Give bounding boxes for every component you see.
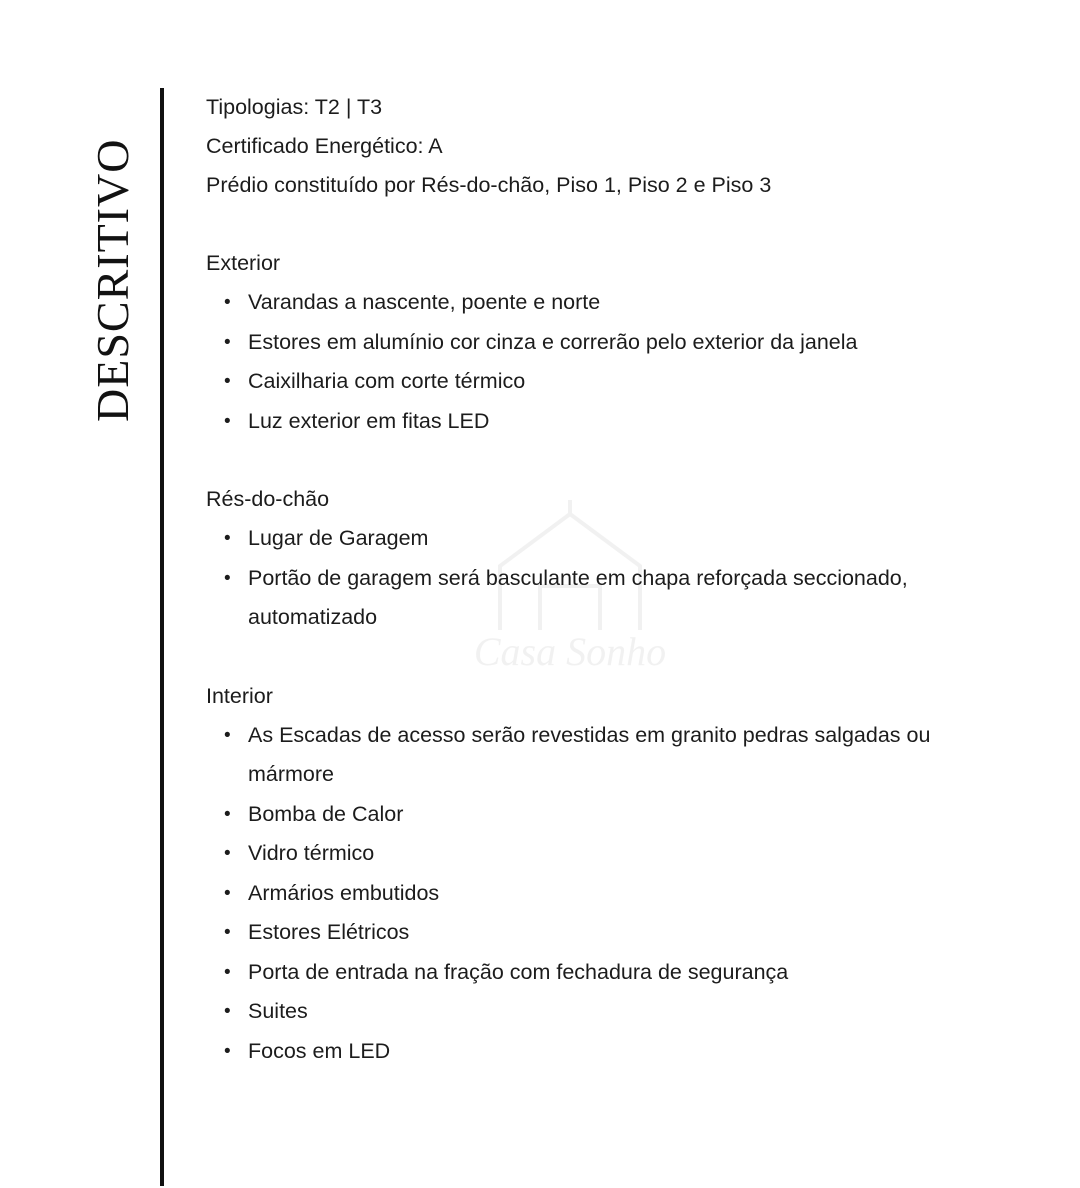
list-item: • As Escadas de acesso serão revestidas em granito pedras salgadas ou mármore <box>206 716 946 795</box>
document-content <box>206 88 946 1071</box>
section-interior <box>206 678 946 1072</box>
section-list <box>206 283 946 441</box>
vertical-section-title <box>78 88 138 428</box>
meta-block <box>206 88 946 205</box>
list-item: • Estores em alumínio cor cinza e correrão pelo exterior da janela <box>206 323 946 363</box>
list-item: • Vidro térmico <box>206 834 946 874</box>
vertical-divider <box>160 88 164 1186</box>
list-item: • Luz exterior em fitas LED <box>206 402 946 442</box>
section-res-do-chao <box>206 481 946 638</box>
list-item: • Portão de garagem será basculante em chapa reforçada seccionado, automatizado <box>206 559 946 638</box>
list-item: • Suites <box>206 992 946 1032</box>
meta-line: Certificado Energético: A <box>206 134 443 158</box>
list-item: • Varandas a nascente, poente e norte <box>206 283 946 323</box>
list-item: • Armários embutidos <box>206 874 946 914</box>
section-exterior <box>206 245 946 441</box>
section-heading: Interior <box>206 683 273 708</box>
list-item: • Estores Elétricos <box>206 913 946 953</box>
list-item: • Caixilharia com corte térmico <box>206 362 946 402</box>
list-item: • Porta de entrada na fração com fechadura de segurança <box>206 953 946 993</box>
watermark-text: Casa Sonho <box>473 629 667 674</box>
list-item: • Focos em LED <box>206 1032 946 1072</box>
section-list <box>206 716 946 1072</box>
section-heading: Exterior <box>206 251 281 275</box>
vertical-section-title-label: DESCRITIVO <box>87 138 138 422</box>
meta-line: Tipologias: T2 | T3 <box>206 95 383 119</box>
meta-line: Prédio constituído por Rés-do-chão, Piso 1, Piso 2 e Piso 3 <box>206 173 772 197</box>
list-item: • Bomba de Calor <box>206 795 946 835</box>
section-heading: Rés-do-chão <box>206 487 330 511</box>
section-list <box>206 519 946 638</box>
list-item: • Lugar de Garagem <box>206 519 946 559</box>
